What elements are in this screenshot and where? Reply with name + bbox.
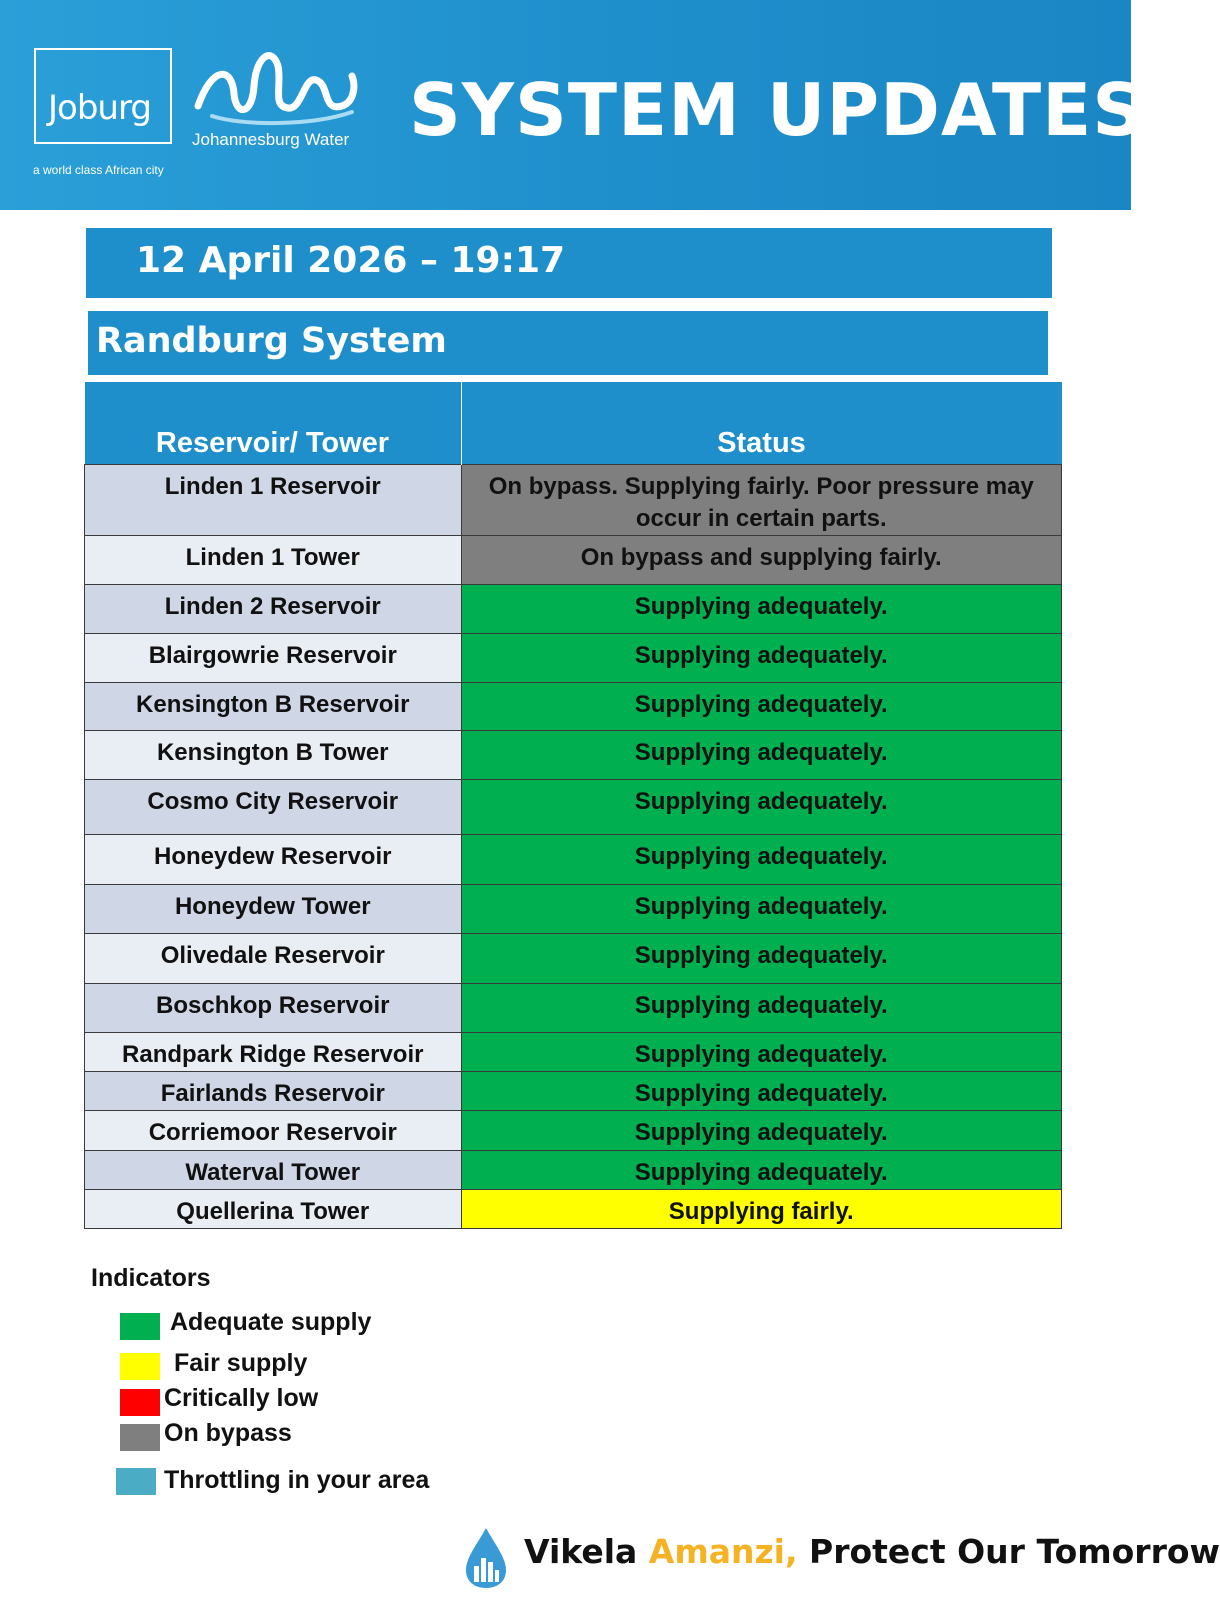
row-status: Supplying adequately. bbox=[461, 683, 1062, 731]
table-row bbox=[85, 984, 1062, 1033]
column-header-name: Reservoir/ Tower bbox=[85, 382, 462, 465]
system-name: Randburg System bbox=[96, 321, 447, 361]
legend-label-fair: Fair supply bbox=[174, 1349, 308, 1377]
table-row bbox=[85, 585, 1062, 634]
row-status: Supplying adequately. bbox=[461, 885, 1062, 934]
row-name: Kensington B Reservoir bbox=[85, 683, 462, 731]
johannesburg-water-wave-icon bbox=[192, 46, 362, 128]
legend-label-critical: Critically low bbox=[164, 1384, 319, 1412]
table-header-row bbox=[85, 382, 1062, 465]
row-name: Blairgowrie Reservoir bbox=[85, 634, 462, 683]
row-status: Supplying adequately. bbox=[461, 1072, 1062, 1111]
row-name: Cosmo City Reservoir bbox=[85, 780, 462, 835]
legend-swatch-adequate bbox=[120, 1313, 160, 1340]
legend-swatch-throttling bbox=[116, 1468, 156, 1495]
row-name: Linden 1 Reservoir bbox=[85, 465, 462, 536]
table-row bbox=[85, 885, 1062, 934]
legend-swatch-bypass bbox=[120, 1424, 160, 1451]
slogan-part-2: Amanzi, bbox=[648, 1532, 798, 1571]
row-status: Supplying adequately. bbox=[461, 780, 1062, 835]
table-row bbox=[85, 835, 1062, 885]
row-name: Corriemoor Reservoir bbox=[85, 1111, 462, 1151]
row-status: On bypass. Supplying fairly. Poor pressure may occur in certain parts. bbox=[461, 465, 1062, 536]
table-row bbox=[85, 1190, 1062, 1229]
water-drop-city-icon bbox=[462, 1526, 510, 1590]
row-name: Linden 2 Reservoir bbox=[85, 585, 462, 634]
table-row bbox=[85, 536, 1062, 585]
joburg-logo bbox=[34, 48, 172, 144]
row-status: Supplying adequately. bbox=[461, 1111, 1062, 1151]
update-datetime: 12 April 2026 – 19:17 bbox=[136, 240, 566, 281]
row-status: Supplying adequately. bbox=[461, 731, 1062, 780]
table-row bbox=[85, 634, 1062, 683]
row-name: Randpark Ridge Reservoir bbox=[85, 1033, 462, 1072]
row-status: Supplying adequately. bbox=[461, 984, 1062, 1033]
row-status: Supplying adequately. bbox=[461, 634, 1062, 683]
row-name: Linden 1 Tower bbox=[85, 536, 462, 585]
column-header-status: Status bbox=[461, 382, 1062, 465]
row-name: Honeydew Reservoir bbox=[85, 835, 462, 885]
table-row bbox=[85, 1072, 1062, 1111]
johannesburg-water-label: Johannesburg Water bbox=[192, 130, 350, 149]
row-status: Supplying adequately. bbox=[461, 1151, 1062, 1190]
row-name: Kensington B Tower bbox=[85, 731, 462, 780]
slogan-part-3: Protect Our Tomorrow bbox=[797, 1532, 1220, 1571]
row-status: Supplying adequately. bbox=[461, 585, 1062, 634]
row-name: Fairlands Reservoir bbox=[85, 1072, 462, 1111]
legend-label-throttling: Throttling in your area bbox=[164, 1466, 430, 1494]
legend-swatch-critical bbox=[120, 1389, 160, 1416]
table-row bbox=[85, 934, 1062, 984]
table-row bbox=[85, 683, 1062, 731]
row-name: Boschkop Reservoir bbox=[85, 984, 462, 1033]
row-status: On bypass and supplying fairly. bbox=[461, 536, 1062, 585]
table-row bbox=[85, 1151, 1062, 1190]
joburg-logo-text: Joburg bbox=[48, 88, 151, 128]
table-row bbox=[85, 1033, 1062, 1072]
table-row bbox=[85, 731, 1062, 780]
row-status: Supplying adequately. bbox=[461, 835, 1062, 885]
table-row bbox=[85, 780, 1062, 835]
table-row bbox=[85, 1111, 1062, 1151]
legend-swatch-fair bbox=[120, 1353, 160, 1380]
legend-label-adequate: Adequate supply bbox=[170, 1308, 372, 1336]
footer-slogan bbox=[524, 1532, 1220, 1571]
date-bar bbox=[86, 228, 1052, 298]
page-title: SYSTEM UPDATES bbox=[409, 68, 1146, 152]
header-banner bbox=[0, 0, 1146, 210]
row-name: Waterval Tower bbox=[85, 1151, 462, 1190]
status-table bbox=[84, 382, 1062, 1229]
joburg-tagline: a world class African city bbox=[33, 163, 164, 177]
system-bar bbox=[88, 311, 1048, 375]
row-name: Olivedale Reservoir bbox=[85, 934, 462, 984]
row-status: Supplying fairly. bbox=[461, 1190, 1062, 1229]
row-name: Honeydew Tower bbox=[85, 885, 462, 934]
row-name: Quellerina Tower bbox=[85, 1190, 462, 1229]
legend-label-bypass: On bypass bbox=[164, 1419, 292, 1447]
row-status: Supplying adequately. bbox=[461, 934, 1062, 984]
table-row bbox=[85, 465, 1062, 536]
slogan-part-1: Vikela bbox=[524, 1532, 649, 1571]
indicators-title: Indicators bbox=[91, 1264, 211, 1292]
row-status: Supplying adequately. bbox=[461, 1033, 1062, 1072]
